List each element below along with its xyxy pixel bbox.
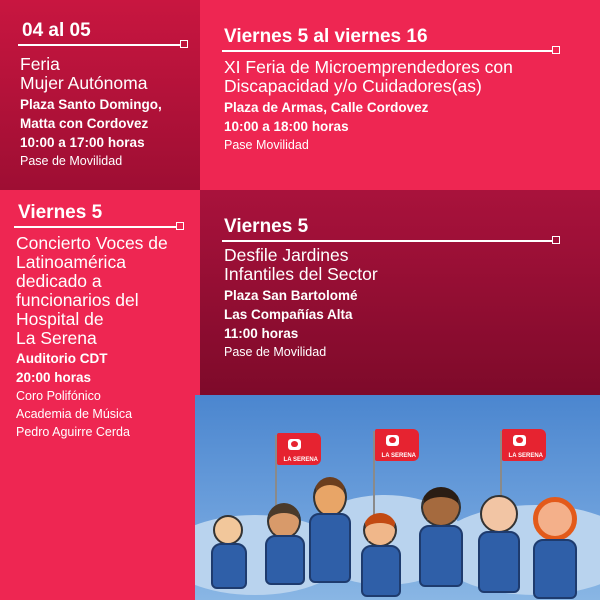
- event-details: [16, 234, 168, 441]
- event-note: Pase de Movilidad: [224, 345, 327, 359]
- event-date-header: Viernes 5: [18, 202, 103, 223]
- event-title: Concierto Voces de Latinoamérica dedicado a funcionarios del Hospital de La Serena: [16, 233, 168, 348]
- event-details: [20, 55, 162, 170]
- event-panel-feria-mujer: [0, 0, 200, 190]
- event-note: Coro Polifónico Academia de Música Pedro Aguirre Cerda: [16, 389, 133, 439]
- flag-icon: [502, 429, 546, 461]
- event-date-header: Viernes 5: [224, 216, 309, 237]
- event-panel-concierto: [0, 190, 200, 600]
- event-panel-microemprendedores: [200, 0, 600, 190]
- header-divider: [18, 44, 180, 46]
- divider-square-icon: [176, 222, 184, 230]
- children-parade-illustration: [195, 395, 600, 600]
- header-divider: [14, 226, 176, 228]
- event-title: XI Feria de Microemprendedores con Discapacidad y/o Cuidadores(as): [224, 57, 513, 96]
- event-note: Pase de Movilidad: [20, 154, 123, 168]
- event-details: [224, 246, 378, 361]
- flag-text: LA SERENA: [508, 453, 543, 459]
- heart-logo-icon: [386, 435, 399, 446]
- event-note: Pase Movilidad: [224, 138, 309, 152]
- divider-square-icon: [180, 40, 188, 48]
- flag-text: LA SERENA: [283, 457, 318, 463]
- flag-icon: [277, 433, 321, 465]
- divider-square-icon: [552, 236, 560, 244]
- event-title: Feria Mujer Autónoma: [20, 54, 148, 93]
- flag-text: LA SERENA: [381, 453, 416, 459]
- header-divider: [222, 50, 552, 52]
- event-location-time: Plaza de Armas, Calle Cordovez 10:00 a 18:00 horas: [224, 100, 429, 134]
- event-details: [224, 58, 513, 154]
- event-title: Desfile Jardines Infantiles del Sector: [224, 245, 378, 284]
- event-panel-desfile: [200, 190, 600, 395]
- event-location-time: Plaza Santo Domingo, Matta con Cordovez 10:00 a 17:00 horas: [20, 97, 162, 150]
- event-date-header: Viernes 5 al viernes 16: [224, 26, 428, 47]
- heart-logo-icon: [513, 435, 526, 446]
- divider-square-icon: [552, 46, 560, 54]
- event-location-time: Auditorio CDT 20:00 horas: [16, 351, 108, 385]
- header-divider: [222, 240, 552, 242]
- flag-icon: [375, 429, 419, 461]
- event-date-header: 04 al 05: [22, 20, 91, 41]
- event-location-time: Plaza San Bartolomé Las Compañías Alta 11:00 horas: [224, 288, 358, 341]
- heart-logo-icon: [288, 439, 301, 450]
